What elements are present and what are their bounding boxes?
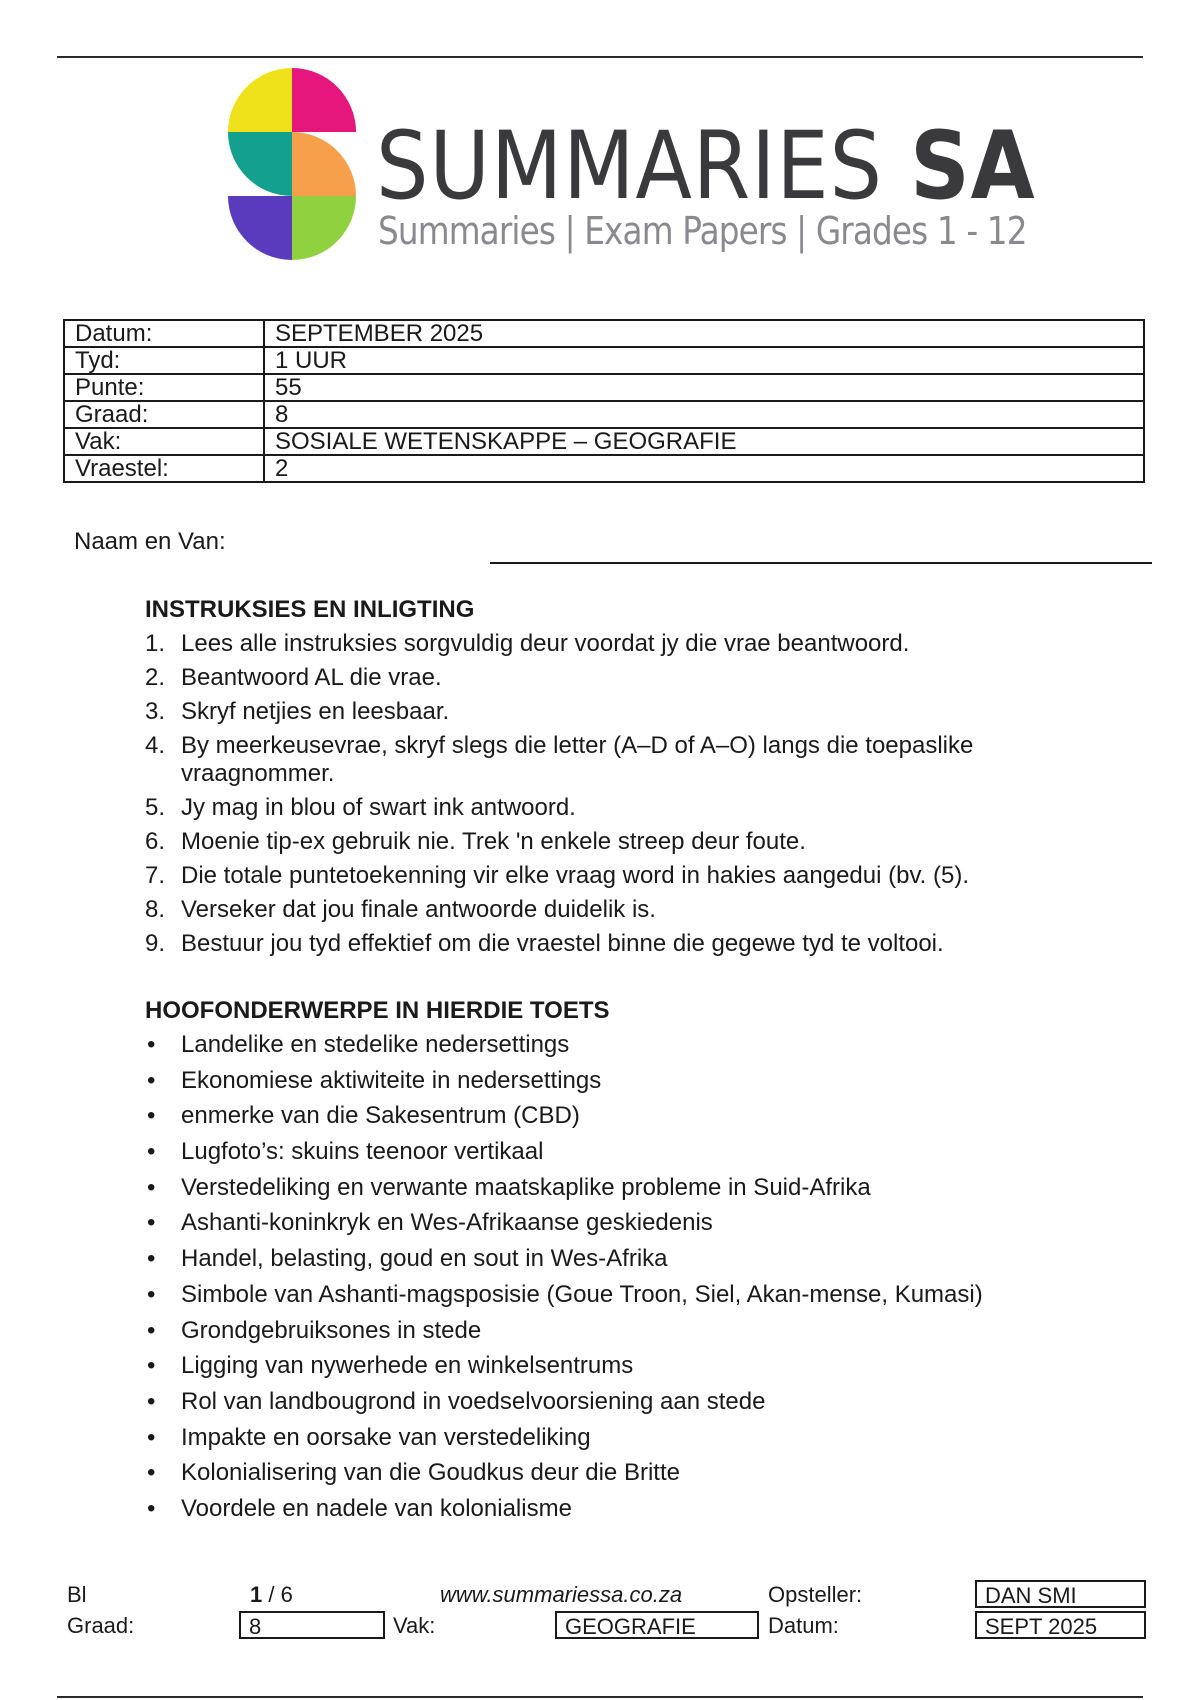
list-item [145, 1138, 983, 1166]
item-text: Ashanti-koninkryk en Wes-Afrikaanse geskiedenis [181, 1209, 713, 1237]
list-item [145, 1352, 983, 1380]
table-row [64, 374, 1144, 401]
logo-mark-icon [226, 66, 358, 262]
item-text: Jy mag in blou of swart ink antwoord. [181, 794, 576, 821]
list-item [145, 1209, 983, 1237]
table-row [64, 455, 1144, 482]
list-item [145, 1102, 983, 1130]
instructions-heading: INSTRUKSIES EN INLIGTING [145, 596, 475, 623]
item-number: 1. [145, 630, 166, 657]
info-label: Punte: [64, 374, 264, 401]
item-text: Moenie tip-ex gebruik nie. Trek 'n enkele streep deur foute. [181, 828, 806, 855]
bullet-icon: • [147, 1031, 156, 1058]
page-number: 1 / 6 [250, 1582, 293, 1607]
subject-value: GEOGRAFIE [555, 1611, 759, 1639]
item-text: Rol van landbougrond in voedselvoorsiening aan stede [181, 1387, 766, 1415]
item-text: Lugfoto’s: skuins teenoor vertikaal [181, 1138, 544, 1166]
topics-list [145, 1031, 983, 1523]
item-text: Grondgebruiksones in stede [181, 1316, 482, 1344]
logo-segment-purple [228, 196, 292, 260]
brand-tagline: Summaries | Exam Papers | Grades 1 - 12 [378, 209, 1027, 253]
list-item [145, 794, 1031, 822]
bullet-icon: • [147, 1280, 156, 1308]
exam-info-table [63, 319, 1145, 483]
info-value: 1 UUR [264, 347, 1144, 374]
list-item [145, 896, 1031, 924]
bottom-rule [57, 1696, 1143, 1698]
item-number: 3. [145, 698, 166, 725]
topics-heading: HOOFONDERWERPE IN HIERDIE TOETS [145, 997, 610, 1024]
logo-segment-yellow [228, 68, 292, 132]
list-item [145, 862, 1031, 890]
item-text: enmerke van die Sakesentrum (CBD) [181, 1102, 580, 1130]
item-text: Ligging van nywerhede en winkelsentrums [181, 1352, 634, 1380]
item-text: Ekonomiese aktiwiteite in nedersettings [181, 1066, 602, 1094]
list-item [145, 698, 1031, 726]
item-number: 7. [145, 862, 166, 889]
bullet-icon: • [147, 1352, 156, 1380]
setter-value: DAN SMI [975, 1580, 1146, 1608]
website-link[interactable]: www.summariessa.co.za [440, 1582, 683, 1607]
item-text: Bestuur jou tyd effektief om die vraestel binne die gegewe tyd te voltooi. [181, 930, 944, 957]
grade-label: Graad: [67, 1613, 135, 1638]
item-number: 2. [145, 664, 166, 691]
list-item [145, 664, 1031, 692]
item-text: Verstedeliking en verwante maatskaplike probleme in Suid-Afrika [181, 1173, 871, 1201]
instructions-section [145, 596, 1031, 964]
bullet-icon: • [147, 1423, 156, 1451]
item-text: Voordele en nadele van kolonialisme [181, 1494, 572, 1522]
item-text: Kolonialisering van die Goudkus deur die Britte [181, 1459, 680, 1487]
bullet-icon: • [147, 1066, 156, 1094]
date-label: Datum: [768, 1613, 839, 1638]
bullet-icon: • [147, 1494, 156, 1522]
summaries-sa-logo [226, 66, 1036, 266]
info-label: Datum: [64, 320, 264, 347]
name-answer-line[interactable] [490, 562, 1152, 564]
item-number: 9. [145, 930, 166, 957]
item-number: 8. [145, 896, 166, 923]
list-item [145, 1067, 983, 1095]
bullet-icon: • [147, 1387, 156, 1415]
table-row [64, 320, 1144, 347]
list-item [145, 1459, 983, 1487]
bullet-icon: • [147, 1245, 156, 1273]
list-item [145, 1245, 983, 1273]
item-text: Die totale puntetoekenning vir elke vraag word in hakies aangedui (bv. (5). [181, 862, 970, 889]
list-item [145, 630, 1031, 658]
item-number: 5. [145, 794, 166, 821]
list-item [145, 1388, 983, 1416]
item-text: By meerkeusevrae, skryf slegs die letter (A–D of A–O) langs die toepaslike vraagnommer. [181, 732, 974, 787]
info-label: Vraestel: [64, 455, 264, 482]
item-text: Landelike en stedelike nedersettings [181, 1031, 570, 1058]
bullet-icon: • [147, 1173, 156, 1201]
item-text: Beantwoord AL die vrae. [181, 664, 442, 691]
subject-label: Vak: [393, 1613, 436, 1638]
page-label: Bl [67, 1582, 87, 1607]
table-row [64, 347, 1144, 374]
list-item [145, 1281, 983, 1309]
item-text: Verseker dat jou finale antwoorde duidelik is. [181, 896, 656, 923]
table-row [64, 428, 1144, 455]
grade-value: 8 [239, 1611, 385, 1639]
item-text: Impakte en oorsake van verstedeliking [181, 1423, 591, 1451]
list-item [145, 1174, 983, 1202]
list-item [145, 732, 1031, 788]
info-label: Vak: [64, 428, 264, 455]
bullet-icon: • [147, 1138, 156, 1166]
item-text: Handel, belasting, goud en sout in Wes-Afrika [181, 1245, 668, 1273]
list-item [145, 1495, 983, 1523]
item-number: 6. [145, 828, 166, 855]
date-value: SEPT 2025 [975, 1611, 1146, 1639]
bullet-icon: • [147, 1209, 156, 1237]
item-text: Lees alle instruksies sorgvuldig deur voordat jy die vrae beantwoord. [181, 630, 910, 657]
info-label: Graad: [64, 401, 264, 428]
info-value: 8 [264, 401, 1144, 428]
bullet-icon: • [147, 1102, 156, 1130]
list-item [145, 1317, 983, 1345]
table-row [64, 401, 1144, 428]
info-value: SEPTEMBER 2025 [264, 320, 1144, 347]
list-item [145, 828, 1031, 856]
info-value: SOSIALE WETENSKAPPE – GEOGRAFIE [264, 428, 1144, 455]
brand-name: SUMMARIES SA [376, 112, 1036, 221]
topics-section [145, 997, 983, 1531]
logo-segment-orange [292, 132, 356, 196]
item-number: 4. [145, 732, 166, 759]
bullet-icon: • [147, 1316, 156, 1344]
bullet-icon: • [147, 1459, 156, 1487]
list-item [145, 1031, 983, 1059]
instructions-list [145, 630, 1031, 958]
name-label: Naam en Van: [74, 528, 226, 555]
list-item [145, 1424, 983, 1452]
logo-segment-green [292, 196, 356, 260]
setter-label: Opsteller: [768, 1582, 863, 1607]
info-value: 55 [264, 374, 1144, 401]
info-label: Tyd: [64, 347, 264, 374]
info-value: 2 [264, 455, 1144, 482]
list-item [145, 930, 1031, 958]
logo-segment-teal [228, 132, 292, 196]
top-rule [57, 56, 1143, 58]
logo-segment-magenta [292, 68, 356, 132]
item-text: Simbole van Ashanti-magsposisie (Goue Troon, Siel, Akan-mense, Kumasi) [181, 1280, 983, 1308]
item-text: Skryf netjies en leesbaar. [181, 698, 450, 725]
